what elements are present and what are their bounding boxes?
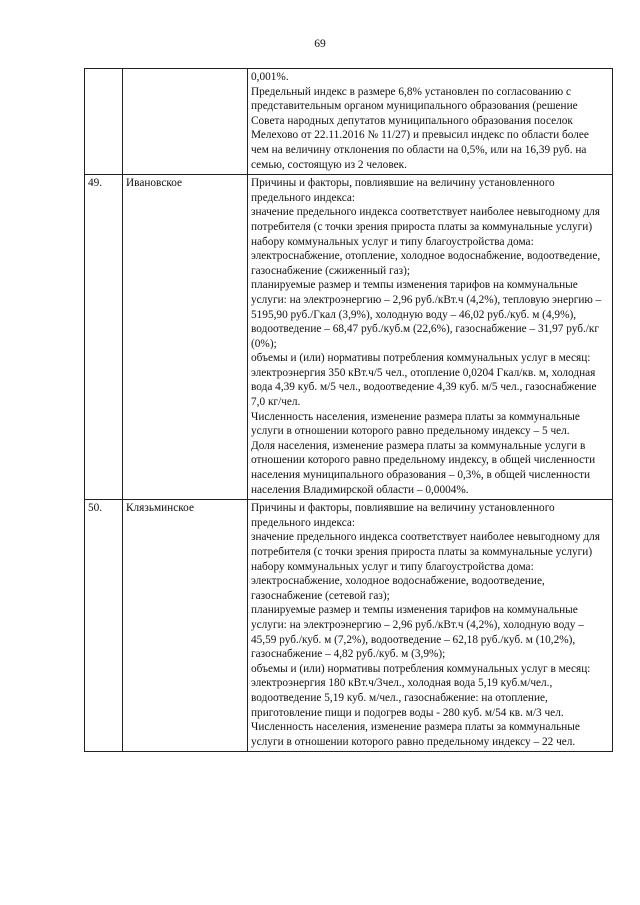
paragraph: объемы и (или) нормативы потребления коммунальных услуг в месяц: электроэнергия 180 кВт.ч/3чел., холодная вода 5,19 куб.м/чел., водоотведение 5,19 куб. м/чел., газоснабжение: на отопление, приготовление пищи и подогрев воды - 280 куб. м/54 кв. м/3 чел.: [251, 662, 591, 719]
table-row: [85, 69, 613, 175]
paragraph: планируемые размер и темпы изменения тарифов на коммунальные услуги: на электроэнергию – 2,96 руб./кВт.ч (4,2%), холодную воду – 45,59 руб./куб. м (7,2%), водоотведение – 62,18 руб./куб. м (10,2%), газоснабжение – 4,82 руб./куб. м (3,9%);: [251, 604, 584, 661]
municipal-index-table: [84, 68, 613, 752]
description-cell: [248, 500, 613, 752]
municipality-name: [123, 69, 248, 175]
paragraph: Предельный индекс в размере 6,8% установлен по согласованию с представительным органом муниципального образования (решение Совета народных депутатов муниципального образования поселок Мелехово от 22.11.2016 № 11/27) и превысил индекс по области более чем на величину отклонения по области на 0,5%, или на 16,39 руб. на семью, состоящую из 2 человек.: [251, 85, 589, 171]
paragraph: 0,001%.: [251, 71, 289, 83]
paragraph: объемы и (или) нормативы потребления коммунальных услуг в месяц: электроэнергия 350 кВт.ч/5 чел., отопление 0,0204 Гкал/кв. м, холодная вода 4,39 куб. м/5 чел., водоотведение 4,39 куб. м/5 чел., газоснабжение 7,0 кг/чел.: [251, 352, 597, 409]
row-number: 49.: [85, 175, 123, 500]
table-row: [85, 500, 613, 752]
paragraph: Численность населения, изменение размера платы за коммунальные услуги в отношении которого равно предельному индексу – 5 чел.: [251, 410, 580, 438]
row-number: 50.: [85, 500, 123, 752]
description-cell: [248, 175, 613, 500]
paragraph: планируемые размер и темпы изменения тарифов на коммунальные услуги: на электроэнергию – 2,96 руб./кВт.ч (4,2%), тепловую энергию – 5195,90 руб./Гкал (3,9%), холодную воду – 46,02 руб./куб. м (4,9%), водоотведение – 68,47 руб./куб.м (22,6%), газоснабжение – 31,97 руб./кг (0%);: [251, 279, 602, 350]
paragraph: значение предельного индекса соответствует наиболее невыгодному для потребителя (с точки зрения прироста платы за коммунальные услуги) набору коммунальных услуг и типу благоустройства дома: электроснабжение, отопление, холодное водоснабжение, водоотведение, газоснабжение (сжиженный газ);: [251, 206, 601, 277]
paragraph: значение предельного индекса соответствует наиболее невыгодному для потребителя (с точки зрения прироста платы за коммунальные услуги) набору коммунальных услуг и типу благоустройства дома: электроснабжение, холодное водоснабжение, водоотведение, газоснабжение (сетевой газ);: [251, 531, 600, 602]
table-row: [85, 175, 613, 500]
description-cell: [248, 69, 613, 175]
row-number: [85, 69, 123, 175]
paragraph: Причины и факторы, повлиявшие на величину установленного предельного индекса:: [251, 502, 555, 529]
page-number: 69: [314, 38, 326, 50]
paragraph: Причины и факторы, повлиявшие на величину установленного предельного индекса:: [251, 177, 555, 204]
paragraph: Доля населения, изменение размера платы за коммунальные услуги в отношении которого равно предельному индексу, в общей численности населения муниципального образования – 0,3%, в общей численности населения Владимирской области – 0,0004%.: [251, 439, 596, 496]
paragraph: Численность населения, изменение размера платы за коммунальные услуги в отношении которого равно предельному индексу – 22 чел.: [251, 721, 580, 748]
municipality-name: Клязьминское: [123, 500, 248, 752]
municipality-name: Ивановское: [123, 175, 248, 500]
